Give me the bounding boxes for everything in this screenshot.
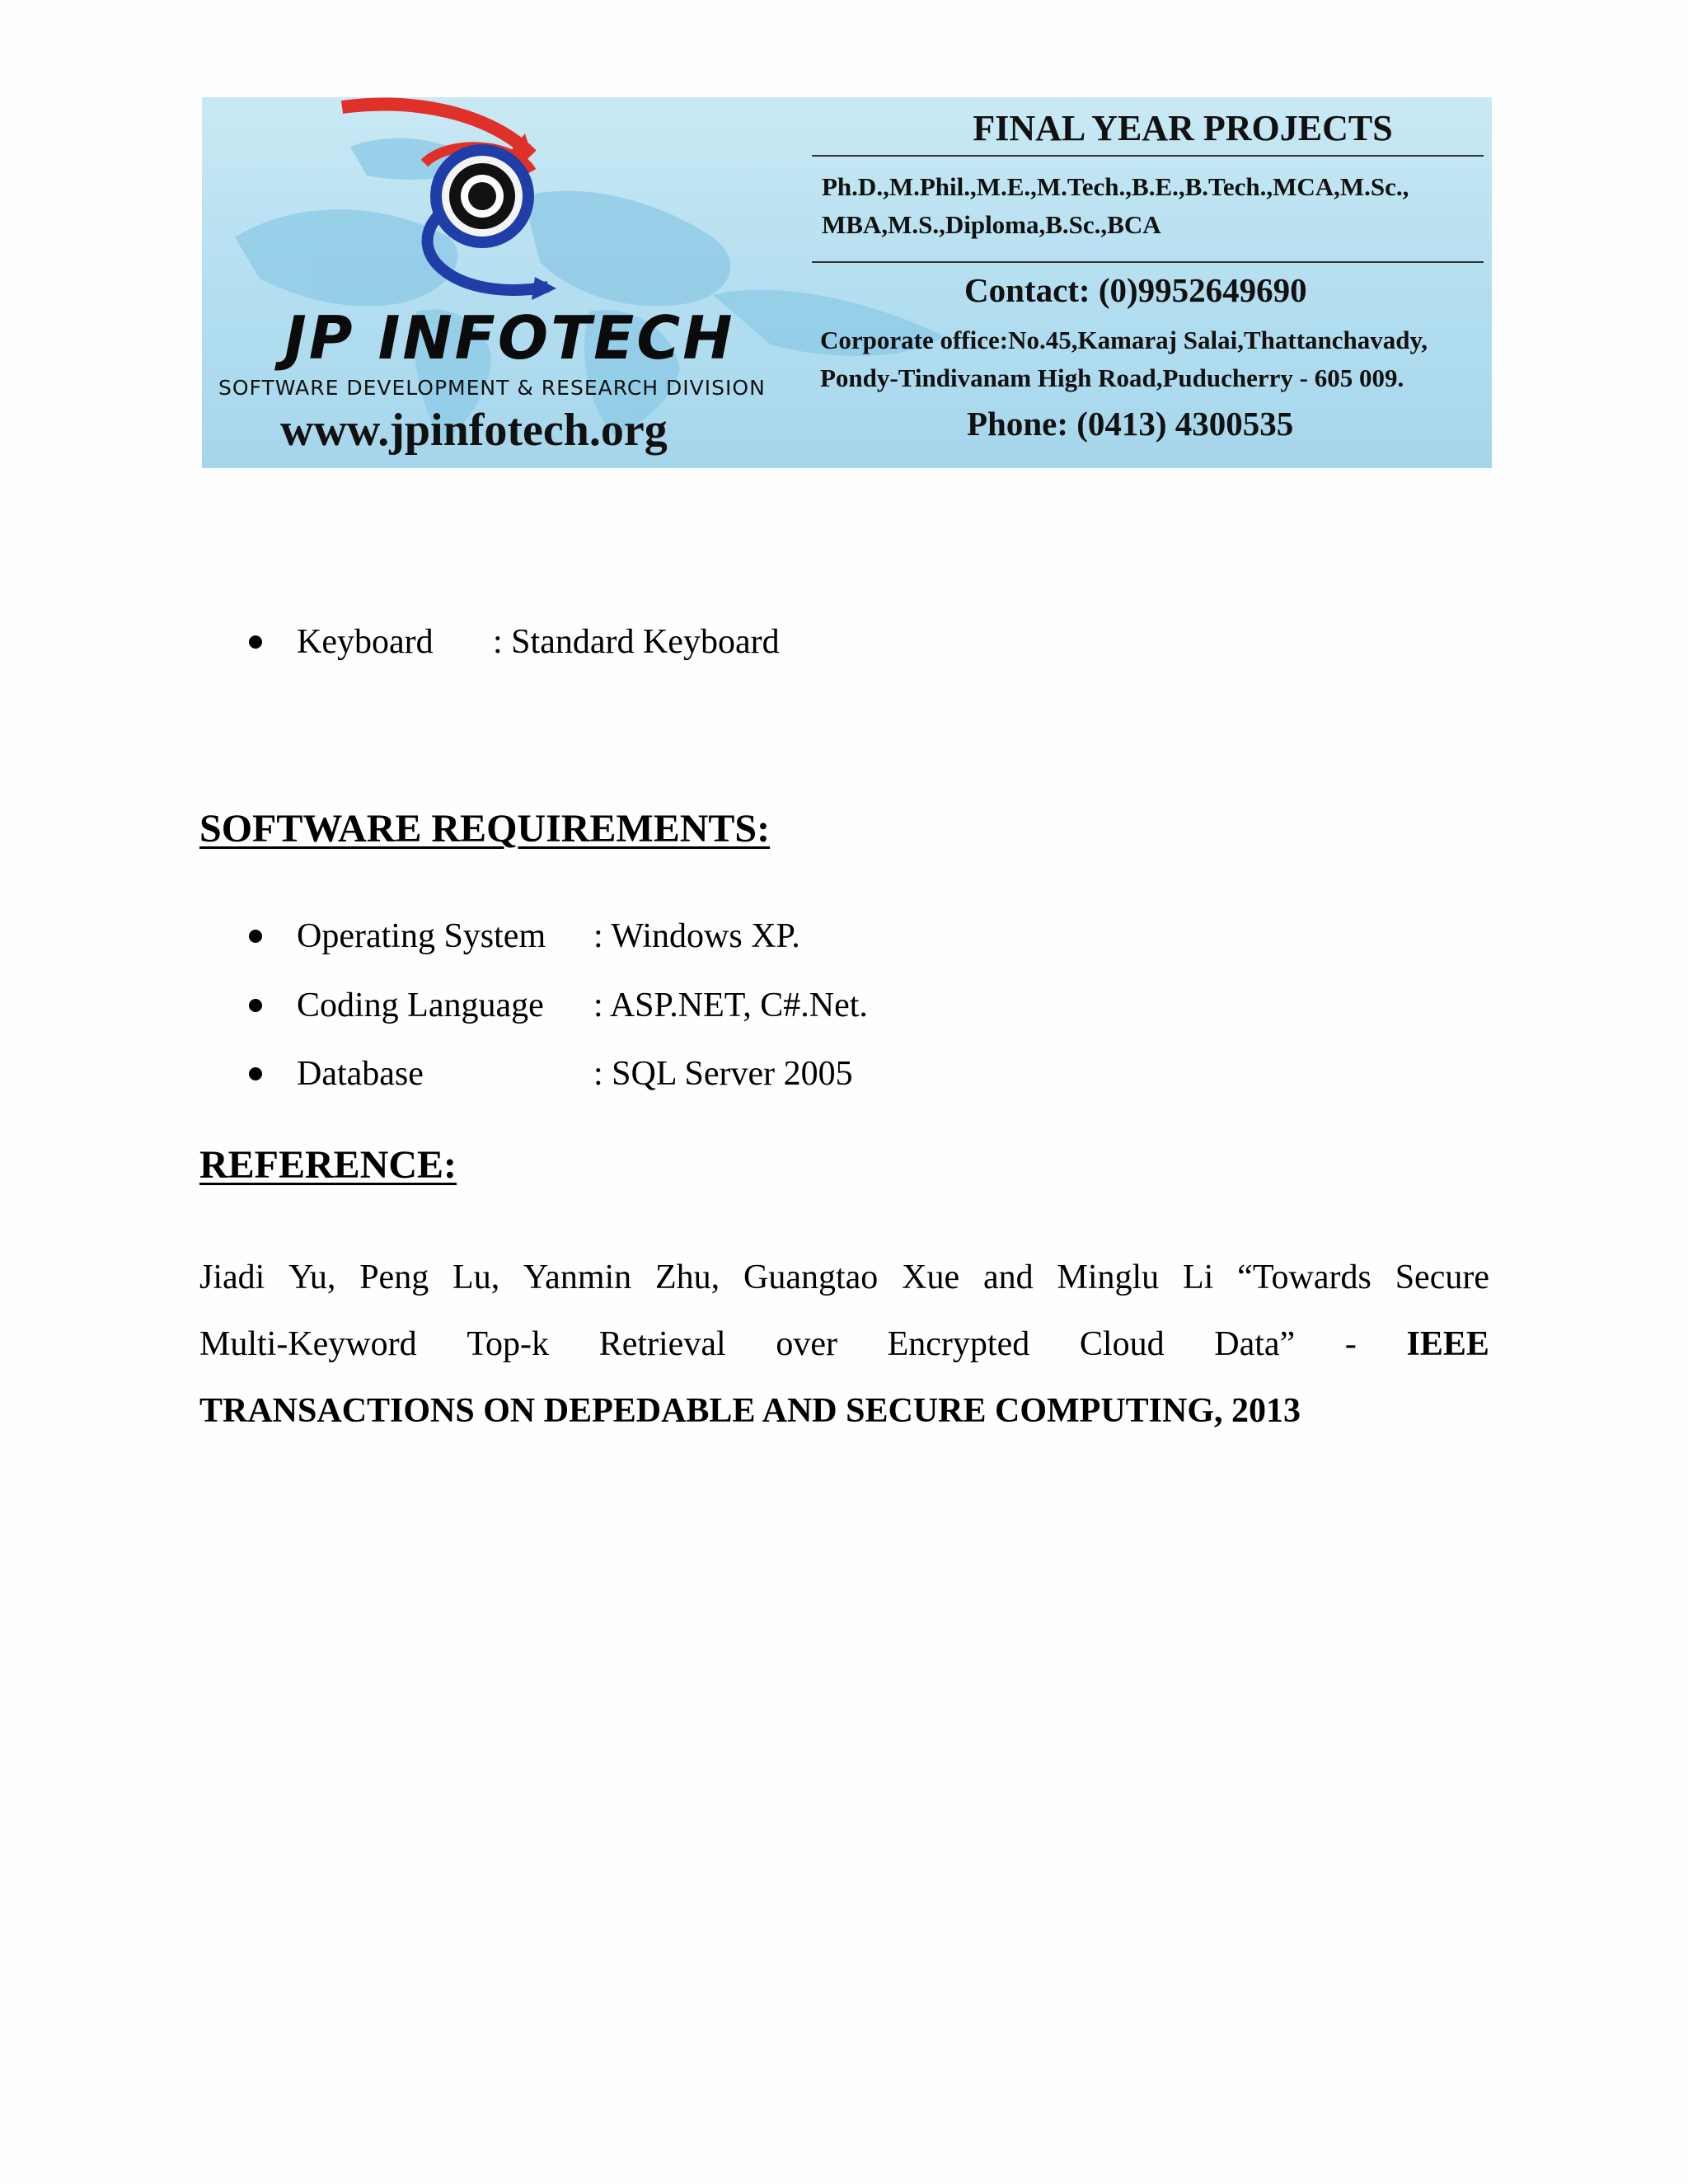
logo-tagline: SOFTWARE DEVELOPMENT & RESEARCH DIVISION [218, 376, 766, 400]
bullet-icon [249, 1067, 262, 1080]
item-value: : Standard Keyboard [493, 623, 780, 661]
reference-word: Data” [1214, 1325, 1296, 1363]
list-item [0, 988, 1688, 1024]
eye-logo-icon [326, 97, 598, 312]
item-value: : Windows XP. [593, 917, 800, 955]
reference-word-bold: IEEE [1406, 1325, 1489, 1363]
reference-line-3 [199, 1378, 1489, 1445]
software-requirements-heading: SOFTWARE REQUIREMENTS: [199, 807, 771, 851]
reference-word: “Towards [1237, 1258, 1372, 1296]
bullet-icon [249, 999, 262, 1012]
header-banner [202, 97, 1492, 468]
degrees-line-2: MBA,M.S.,Diploma,B.Sc.,BCA [822, 210, 1161, 239]
reference-text [199, 1244, 1489, 1445]
list-item [0, 625, 1688, 661]
item-label: Database [297, 1055, 424, 1093]
bullet-icon [249, 930, 262, 943]
reference-word: over [776, 1325, 837, 1363]
reference-line-2 [199, 1311, 1489, 1378]
reference-word: Top-k [467, 1325, 550, 1363]
banner-address [820, 321, 1428, 397]
banner-phone: Phone: (0413) 4300535 [967, 405, 1294, 443]
degrees-line-1: Ph.D.,M.Phil.,M.E.,M.Tech.,B.E.,B.Tech.,MCA,M.Sc., [822, 172, 1409, 201]
address-line-2: Pondy-Tindivanam High Road,Puducherry - 605 009. [820, 363, 1404, 392]
reference-journal: TRANSACTIONS ON DEPEDABLE AND SECURE COMPUTING, 2013 [199, 1392, 1301, 1430]
reference-word: Guangtao [743, 1258, 879, 1296]
bullet-icon [249, 635, 262, 649]
reference-line-1 [199, 1244, 1489, 1311]
reference-word: - [1344, 1325, 1357, 1363]
reference-word: Retrieval [598, 1325, 726, 1363]
reference-word: Minglu [1057, 1258, 1160, 1296]
list-item [0, 1057, 1688, 1093]
logo-url: www.jpinfotech.org [280, 405, 668, 456]
reference-word: Zhu, [655, 1258, 720, 1296]
reference-word: Jiadi [199, 1258, 265, 1296]
reference-word: Li [1183, 1258, 1214, 1296]
reference-word: Cloud [1079, 1325, 1165, 1363]
reference-word: Secure [1395, 1258, 1489, 1296]
list-item [0, 919, 1688, 955]
banner-degrees [822, 168, 1409, 244]
reference-word: Peng [359, 1258, 429, 1296]
item-value: : SQL Server 2005 [593, 1055, 853, 1093]
address-line-1: Corporate office:No.45,Kamaraj Salai,Thattanchavady, [820, 326, 1428, 354]
reference-word: Encrypted [887, 1325, 1030, 1363]
reference-heading: REFERENCE: [199, 1143, 457, 1187]
logo-name: JP INFOTECH [284, 303, 735, 373]
banner-title: FINAL YEAR PROJECTS [973, 108, 1393, 148]
item-label: Operating System [297, 917, 546, 955]
reference-word: Yu, [288, 1258, 336, 1296]
reference-word: Lu, [452, 1258, 500, 1296]
reference-word: Multi-Keyword [199, 1325, 417, 1363]
item-label: Keyboard [297, 623, 434, 661]
banner-divider [812, 261, 1484, 263]
item-label: Coding Language [297, 987, 544, 1024]
reference-word: Yanmin [523, 1258, 632, 1296]
banner-contact: Contact: (0)9952649690 [964, 271, 1307, 309]
banner-divider [812, 155, 1484, 157]
item-value: : ASP.NET, C#.Net. [593, 987, 868, 1024]
reference-word: Xue [902, 1258, 960, 1296]
reference-word: and [982, 1258, 1034, 1296]
